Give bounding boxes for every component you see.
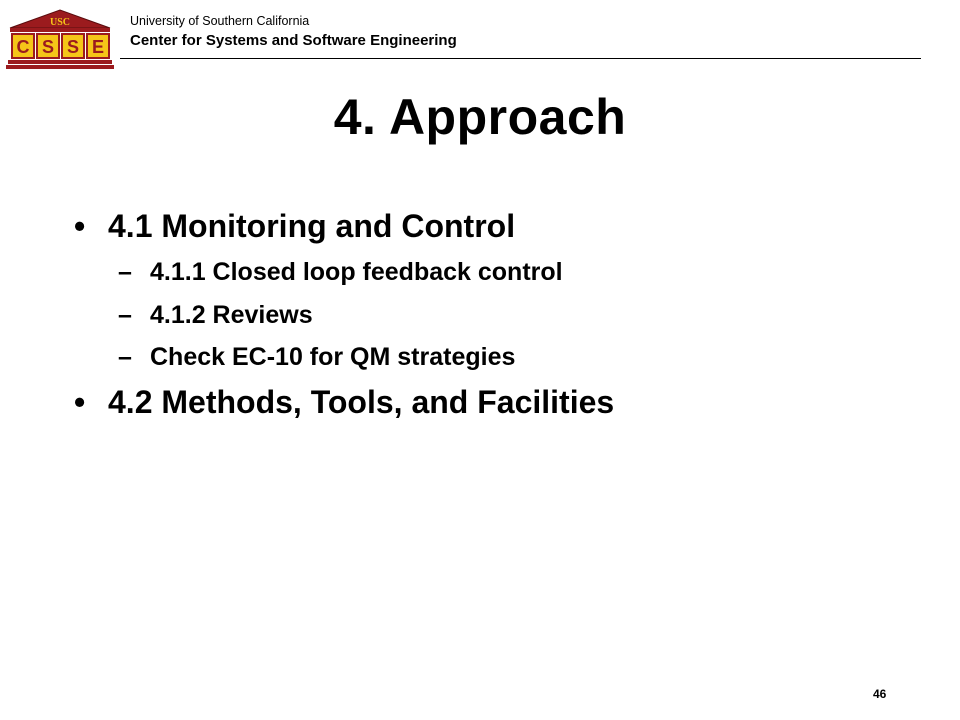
- logo-letter-s2: S: [66, 37, 80, 57]
- logo-letter-s1: S: [41, 37, 55, 57]
- subitem-closed-loop: [118, 258, 563, 287]
- dash-icon: –: [118, 343, 132, 371]
- subitem-check-ec10: [118, 343, 515, 372]
- subitem-reviews: [118, 301, 313, 330]
- subitem-text: 4.1.2 Reviews: [150, 301, 313, 329]
- bullet-icon: •: [74, 384, 86, 420]
- page-number: 46: [873, 687, 887, 701]
- usc-csse-logo: [6, 8, 114, 70]
- logo-letter-blocks: [12, 34, 109, 58]
- logo-letter-c: C: [16, 37, 30, 57]
- logo-seal-text: USC: [49, 17, 71, 28]
- bullet-item-monitoring-control: [74, 208, 515, 245]
- dash-icon: –: [118, 301, 132, 329]
- logo-letter-e: E: [91, 37, 105, 57]
- bullet-text: 4.1 Monitoring and Control: [108, 208, 516, 244]
- bullet-text: 4.2 Methods, Tools, and Facilities: [108, 384, 615, 420]
- university-name: University of Southern California: [130, 14, 310, 28]
- subitem-text: 4.1.1 Closed loop feedback control: [150, 258, 563, 286]
- bullet-icon: •: [74, 208, 86, 244]
- header-divider: [120, 58, 921, 59]
- bullet-item-methods-tools: [74, 384, 614, 421]
- dash-icon: –: [118, 258, 132, 286]
- subitem-text: Check EC-10 for QM strategies: [150, 343, 516, 371]
- center-name: Center for Systems and Software Engineering: [130, 32, 457, 49]
- slide-title: 4. Approach: [333, 89, 627, 145]
